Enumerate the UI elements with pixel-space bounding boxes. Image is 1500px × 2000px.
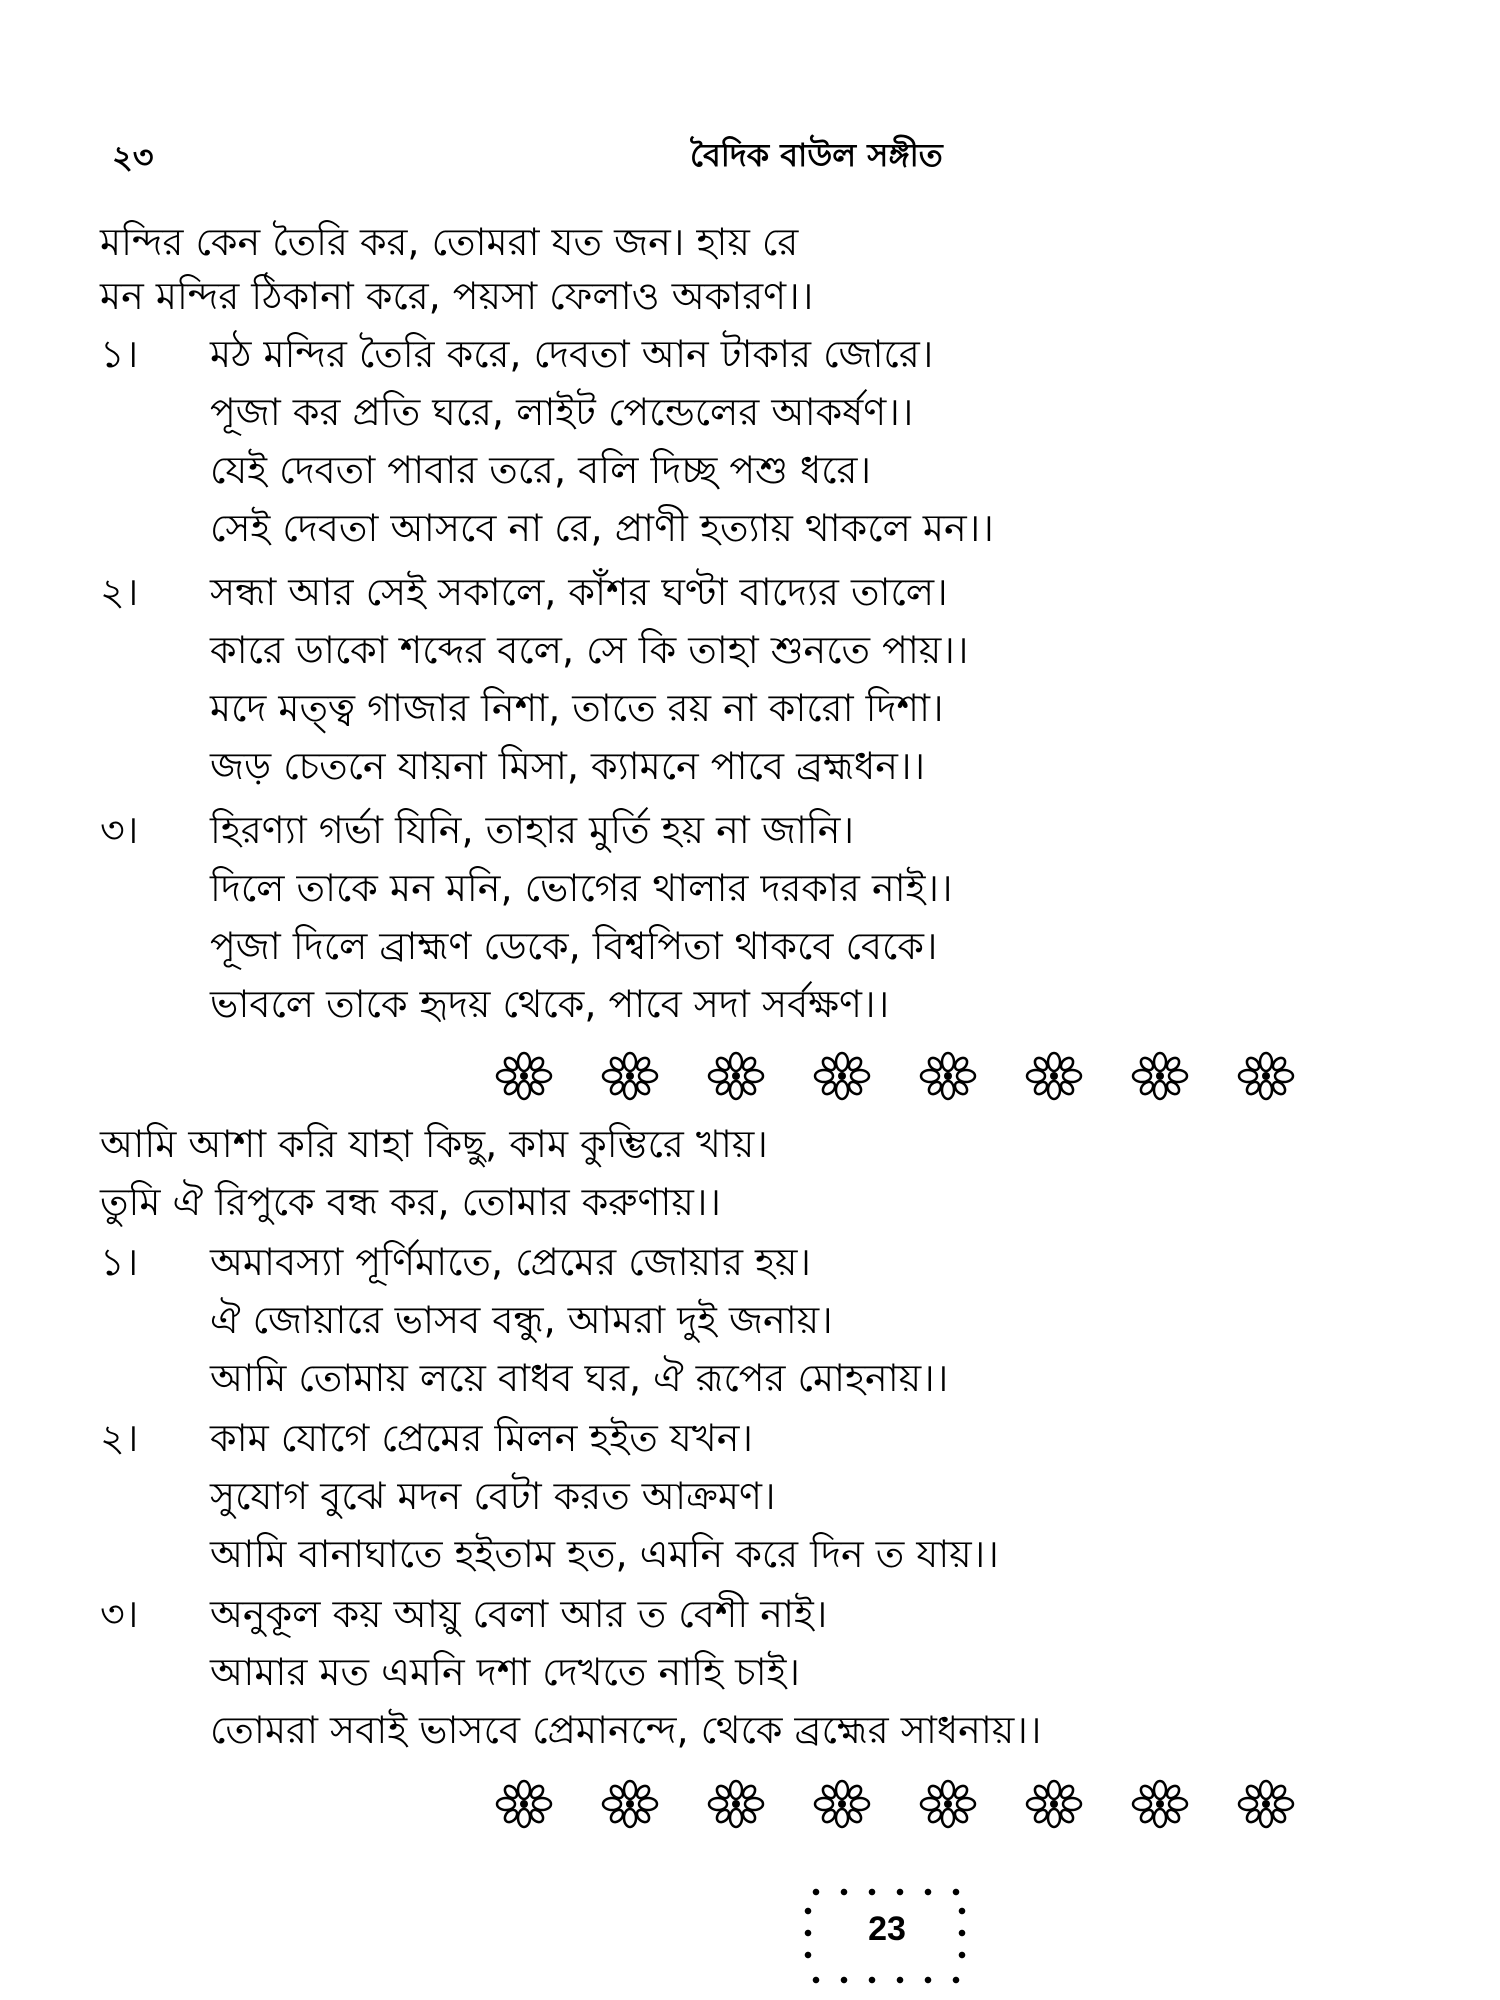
song1-verse-1-line-4: সেই দেবতা আসবে না রে, প্রাণী হত্যায় থাকলে মন।। xyxy=(210,506,994,550)
song2-verse-2-number: ২। xyxy=(100,1416,139,1460)
flower-ornament-icon xyxy=(484,1050,564,1102)
flower-ornament-icon xyxy=(1014,1778,1094,1830)
song1-refrain-line-2: মন মন্দির ঠিকানা করে, পয়সা ফেলাও অকারণ।। xyxy=(100,274,814,318)
flower-ornament-icon xyxy=(802,1778,882,1830)
song2-refrain-line-2: তুমি ঐ রিপুকে বন্ধ কর, তোমার করুণায়।। xyxy=(100,1180,722,1224)
song1-refrain-line-1: মন্দির কেন তৈরি কর, তোমরা যত জন। হায় রে xyxy=(100,220,799,264)
flower-ornament-icon xyxy=(908,1778,988,1830)
song1-verse-3-number: ৩। xyxy=(100,808,139,852)
flower-ornament-icon xyxy=(1120,1050,1200,1102)
header-page-number: ২৩ xyxy=(112,138,154,176)
song1-verse-2-line-1: সন্ধা আর সেই সকালে, কাঁশর ঘণ্টা বাদ্যের তালে। xyxy=(210,570,948,614)
flower-ornament-icon xyxy=(1014,1050,1094,1102)
ornament-divider-2 xyxy=(484,1778,1306,1830)
song1-verse-1-line-1: মঠ মন্দির তৈরি করে, দেবতা আন টাকার জোরে। xyxy=(210,332,934,376)
song1-verse-1-number: ১। xyxy=(100,332,139,376)
flower-ornament-icon xyxy=(590,1050,670,1102)
song2-verse-1-line-3: আমি তোমায় লয়ে বাধব ঘর, ঐ রূপের মোহনায়।। xyxy=(210,1356,949,1400)
song2-verse-3-line-1: অনুকূল কয় আয়ু বেলা আর ত বেশী নাই। xyxy=(210,1592,828,1636)
flower-ornament-icon xyxy=(802,1050,882,1102)
dotted-border-top xyxy=(802,1888,972,1896)
song1-verse-3-line-4: ভাবলে তাকে হৃদয় থেকে, পাবে সদা সর্বক্ষণ।। xyxy=(210,982,890,1026)
song2-verse-2-line-3: আমি বানাঘাতে হইতাম হত, এমনি করে দিন ত যায়।। xyxy=(210,1532,999,1576)
song2-verse-3-line-3: তোমরা সবাই ভাসবে প্রেমানন্দে, থেকে ব্রহ্মের সাধনায়।। xyxy=(210,1708,1042,1752)
flower-ornament-icon xyxy=(696,1050,776,1102)
song2-refrain-line-1: আমি আশা করি যাহা কিছু, কাম কুম্ভিরে খায়। xyxy=(100,1122,768,1166)
song2-verse-2-line-1: কাম যোগে প্রেমের মিলন হইত যখন। xyxy=(210,1416,753,1460)
song1-verse-3-line-2: দিলে তাকে মন মনি, ভোগের থালার দরকার নাই।। xyxy=(210,866,953,910)
song1-verse-3-line-1: হিরণ্যা গর্ভা যিনি, তাহার মুর্তি হয় না জানি। xyxy=(210,808,855,852)
song1-verse-3-line-3: পূজা দিলে ব্রাহ্মণ ডেকে, বিশ্বপিতা থাকবে বেকে। xyxy=(210,924,938,968)
song2-verse-1-line-1: অমাবস্যা পূর্ণিমাতে, প্রেমের জোয়ার হয়। xyxy=(210,1240,811,1284)
song1-verse-2-line-3: মদে মত্ত্ব গাজার নিশা, তাতে রয় না কারো দিশা। xyxy=(210,686,944,730)
song1-verse-2-line-4: জড় চেতনে যায়না মিসা, ক্যামনে পাবে ব্রহ্মধন।। xyxy=(210,744,926,788)
song2-verse-1-number: ১। xyxy=(100,1240,139,1284)
song2-verse-3-number: ৩। xyxy=(100,1592,139,1636)
flower-ornament-icon xyxy=(1226,1778,1306,1830)
footer-page-number: 23 xyxy=(868,1910,906,1948)
dotted-border-bottom xyxy=(802,1976,972,1984)
song1-verse-1-line-2: পূজা কর প্রতি ঘরে, লাইট পেন্ডেলের আকর্ষণ।। xyxy=(210,390,914,434)
book-title: বৈদিক বাউল সঙ্গীত xyxy=(690,136,943,174)
song1-verse-1-line-3: যেই দেবতা পাবার তরে, বলি দিচ্ছ পশু ধরে। xyxy=(210,448,872,492)
song1-verse-2-number: ২। xyxy=(100,570,139,614)
song2-verse-2-line-2: সুযোগ বুঝে মদন বেটা করত আক্রমণ। xyxy=(210,1474,776,1518)
footer-page-number-frame xyxy=(792,1880,982,1990)
flower-ornament-icon xyxy=(1226,1050,1306,1102)
flower-ornament-icon xyxy=(1120,1778,1200,1830)
song2-verse-3-line-2: আমার মত এমনি দশা দেখতে নাহি চাই। xyxy=(210,1650,800,1694)
flower-ornament-icon xyxy=(484,1778,564,1830)
flower-ornament-icon xyxy=(908,1050,988,1102)
song1-verse-2-line-2: কারে ডাকো শব্দের বলে, সে কি তাহা শুনতে পায়।। xyxy=(210,628,969,672)
flower-ornament-icon xyxy=(696,1778,776,1830)
flower-ornament-icon xyxy=(590,1778,670,1830)
song2-verse-1-line-2: ঐ জোয়ারে ভাসব বন্ধু, আমরা দুই জনায়। xyxy=(210,1298,833,1342)
ornament-divider-1 xyxy=(484,1050,1306,1102)
